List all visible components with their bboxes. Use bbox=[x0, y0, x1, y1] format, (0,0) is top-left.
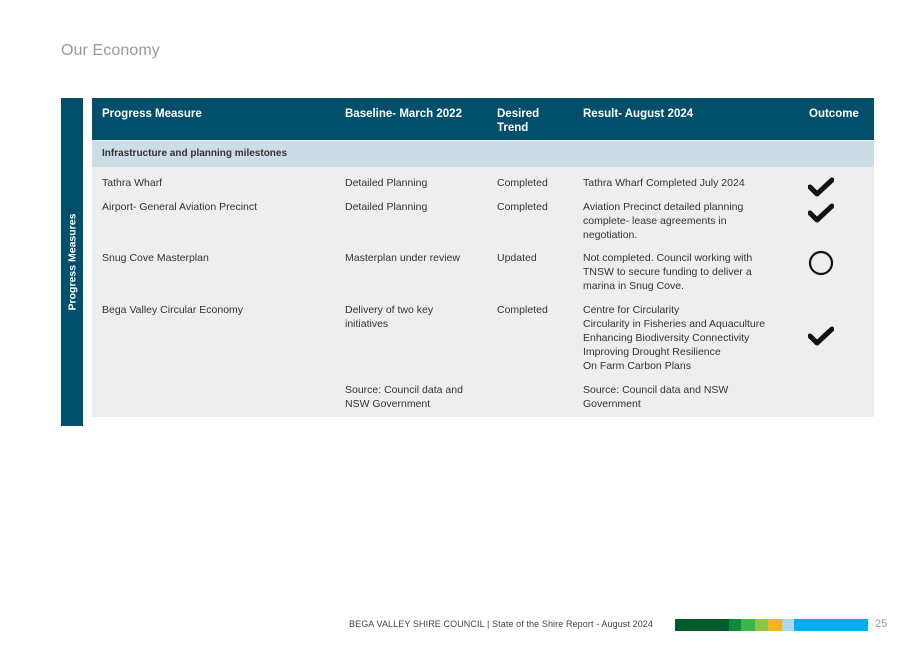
row-result: Not completed. Council working with TNSW to secure funding to deliver a marina in Snug Cove. bbox=[583, 252, 753, 292]
row-result-line: Enhancing Biodiversity Connectivity bbox=[583, 332, 750, 344]
row-trend: Updated bbox=[497, 252, 537, 264]
row-baseline: Detailed Planning bbox=[345, 177, 428, 189]
source-baseline: Source: Council data and NSW Government bbox=[345, 384, 463, 410]
row-measure: Bega Valley Circular Economy bbox=[102, 304, 244, 316]
header-result: Result- August 2024 bbox=[583, 108, 694, 120]
row-result: Tathra Wharf Completed July 2024 bbox=[583, 177, 745, 189]
header-outcome: Outcome bbox=[809, 108, 859, 120]
row-result-line: Circularity in Fisheries and Aquaculture bbox=[583, 318, 766, 330]
row-measure: Airport- General Aviation Precinct bbox=[102, 201, 258, 213]
stripe-segment bbox=[768, 619, 782, 631]
circle-outline-icon bbox=[808, 250, 834, 276]
checkmark-icon bbox=[808, 326, 834, 346]
row-trend: Completed bbox=[497, 177, 548, 189]
source-result: Source: Council data and NSW Government bbox=[583, 384, 729, 410]
checkmark-icon bbox=[808, 177, 834, 197]
row-baseline: Delivery of two key initiatives bbox=[345, 304, 434, 330]
stripe-segment bbox=[675, 619, 729, 631]
header-progress-measure: Progress Measure bbox=[102, 108, 202, 120]
section-heading bbox=[92, 141, 874, 167]
header-desired-trend: Desired Trend bbox=[497, 108, 540, 134]
stripe-segment bbox=[755, 619, 768, 631]
page-number: 25 bbox=[875, 618, 888, 630]
stripe-segment bbox=[782, 619, 794, 631]
row-result-line: Improving Drought Resilience bbox=[583, 346, 721, 358]
row-result: Centre for Circularity bbox=[583, 304, 680, 316]
row-result: Aviation Precinct detailed planning complete- lease agreements in negotiation. bbox=[583, 201, 744, 241]
row-trend: Completed bbox=[497, 304, 548, 316]
footer-text: BEGA VALLEY SHIRE COUNCIL | State of the Shire Report - August 2024 bbox=[349, 619, 654, 629]
side-label: Progress Measures bbox=[66, 213, 79, 311]
checkmark-icon bbox=[808, 203, 834, 223]
header-baseline: Baseline- March 2022 bbox=[345, 108, 462, 120]
side-label-wrapper bbox=[61, 98, 83, 426]
page-title: Our Economy bbox=[61, 42, 160, 59]
row-trend: Completed bbox=[497, 201, 548, 213]
section-heading-label: Infrastructure and planning milestones bbox=[102, 148, 288, 159]
stripe-segment bbox=[794, 619, 868, 631]
row-measure: Snug Cove Masterplan bbox=[102, 252, 209, 264]
row-baseline: Detailed Planning bbox=[345, 201, 428, 213]
row-result-line: On Farm Carbon Plans bbox=[583, 360, 691, 372]
table-header bbox=[92, 98, 874, 140]
row-baseline: Masterplan under review bbox=[345, 252, 460, 264]
stripe-segment bbox=[741, 619, 755, 631]
row-measure: Tathra Wharf bbox=[102, 177, 163, 189]
stripe-segment bbox=[729, 619, 741, 631]
progress-table bbox=[92, 98, 874, 417]
